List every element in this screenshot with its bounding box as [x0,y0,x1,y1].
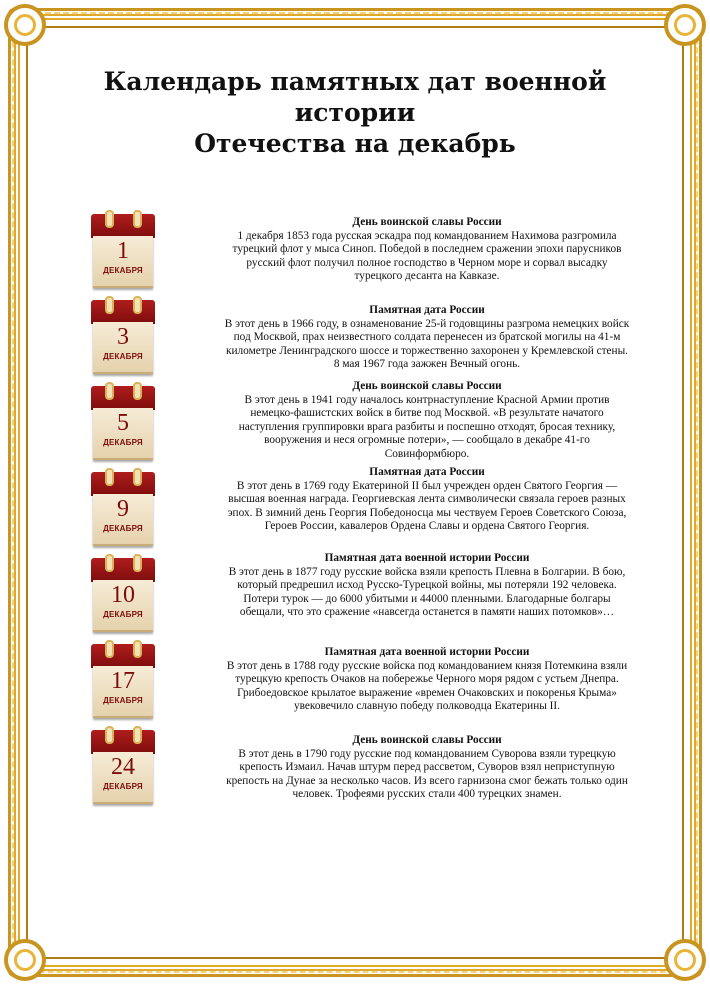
entry-heading: День воинской славы России [352,734,502,746]
page-title-line-2: Отечества на декабрь [194,129,516,158]
calendar-icon [91,726,155,806]
calendar-month: ДЕКАБРЯ [103,266,143,275]
calendar-day: 10 [111,582,135,608]
calendar-binding [91,558,155,582]
calendar-icon [91,382,155,462]
entry-text: В этот день в 1941 году началось контрнаступление Красной Армии против немецко-фашистских войск в битве под Москвой. «В результате начатого наступления группировки врага разбиты и поспешно отходят, бросая технику, вооружения и неся огромные потери», — сообщало в декабре 41-го Совинформбюро. [238,393,616,460]
frame-corner-ornament [664,939,706,981]
calendar-icon [91,640,155,720]
date-entry [222,734,632,802]
calendar-month: ДЕКАБРЯ [103,352,143,361]
calendar-page [93,322,153,374]
calendar-month: ДЕКАБРЯ [103,438,143,447]
entry-heading: Памятная дата России [369,304,485,316]
frame-corner-ornament [4,939,46,981]
calendar-ring-icon [133,296,142,314]
entry-text: В этот день в 1877 году русские войска взяли крепость Плевна в Болгарии. В бою, который предрешил исход Русско-Турецкой войны, мы потеряли 192 человека. Потери турок — до 6000 убитыми и 44000 пленными. Благодарные болгары обещали, что это сражение «навсегда останется в памяти наших потомков»… [228,565,626,619]
calendar-ring-icon [105,296,114,314]
calendar-day: 1 [117,238,129,264]
page-title [40,66,670,159]
calendar-ring-icon [105,468,114,486]
calendar-page [93,236,153,288]
calendar-ring-icon [133,382,142,400]
calendar-day: 24 [111,754,135,780]
calendar-day: 9 [117,496,129,522]
calendar-binding [91,300,155,324]
calendar-month: ДЕКАБРЯ [103,610,143,619]
calendar-day: 5 [117,410,129,436]
date-entry [222,380,632,462]
calendar-binding [91,730,155,754]
calendar-ring-icon [105,554,114,572]
entry-heading: Памятная дата России [369,466,485,478]
calendar-icon [91,210,155,290]
calendar-binding [91,214,155,238]
entry-heading: День воинской славы России [352,216,502,228]
calendar-ring-icon [105,726,114,744]
calendar-ring-icon [133,726,142,744]
frame-corner-ornament [4,4,46,46]
calendar-binding [91,472,155,496]
date-entry [222,552,632,620]
entry-text: В этот день в 1966 году, в ознаменование 25-й годовщины разгрома немецких войск под Москвой, прах неизвестного солдата перенесен из братской могилы на 41-м километре Ленинградского шоссе и торжественно захоронен у Кремлевской стены. 8 мая 1967 года зажжен Вечный огонь. [224,317,630,371]
calendar-icon [91,554,155,634]
page-title-line-1: Календарь памятных дат военной истории [103,67,607,127]
calendar-day: 17 [111,668,135,694]
calendar-page [93,752,153,804]
entry-text: В этот день в 1788 году русские войска под командованием князя Потемкина взяли турецкую крепость Очаков на побережье Черного моря рядом с устьем Днепра. Грибоедовское крылатое выражение «времен Очаковских и покоренья Крыма» увековечило славную победу полководца Екатерины II. [226,659,628,713]
date-entry [222,466,632,534]
entry-text: В этот день в 1769 году Екатериной II был учрежден орден Святого Георгия — высшая военная награда. Георгиевская лента символически связала героев разных эпох. В зимний день Георгия Победоносца мы чествуем Героев Советского Союза, Героев России, кавалеров Ордена Славы и ордена Святого Георгия. [227,479,627,533]
calendar-page [93,580,153,632]
calendar-icon [91,296,155,376]
date-entry [222,646,632,714]
calendar-icon [91,468,155,548]
calendar-ring-icon [105,382,114,400]
calendar-binding [91,644,155,668]
calendar-ring-icon [105,210,114,228]
calendar-page [93,408,153,460]
entry-heading: Памятная дата военной истории России [324,646,530,658]
date-entry [222,304,632,372]
calendar-page [93,666,153,718]
calendar-day: 3 [117,324,129,350]
calendar-month: ДЕКАБРЯ [103,696,143,705]
calendar-ring-icon [133,210,142,228]
calendar-ring-icon [105,640,114,658]
date-entry [222,216,632,284]
calendar-binding [91,386,155,410]
calendar-month: ДЕКАБРЯ [103,524,143,533]
calendar-ring-icon [133,640,142,658]
entry-text: В этот день в 1790 году русские под командованием Суворова взяли турецкую крепость Измаил. Начав штурм перед рассветом, Суворов взял неприступную крепость на Дунае за несколько часов. Из всего гарнизона смог бежать только один человек. Трофеями русских стали 400 турецких знамен. [226,747,628,801]
frame-corner-ornament [664,4,706,46]
calendar-page [93,494,153,546]
calendar-month: ДЕКАБРЯ [103,782,143,791]
calendar-ring-icon [133,554,142,572]
calendar-ring-icon [133,468,142,486]
entry-text: 1 декабря 1853 года русская эскадра под командованием Нахимова разгромила турецкий флот у мыса Синоп. Победой в последнем сражении эпохи парусников русский флот получил полное господство в Черном море и сорвал высадку турецкого десанта на Кавказе. [232,229,622,283]
entry-heading: Памятная дата военной истории России [324,552,530,564]
entry-heading: День воинской славы России [352,380,502,392]
